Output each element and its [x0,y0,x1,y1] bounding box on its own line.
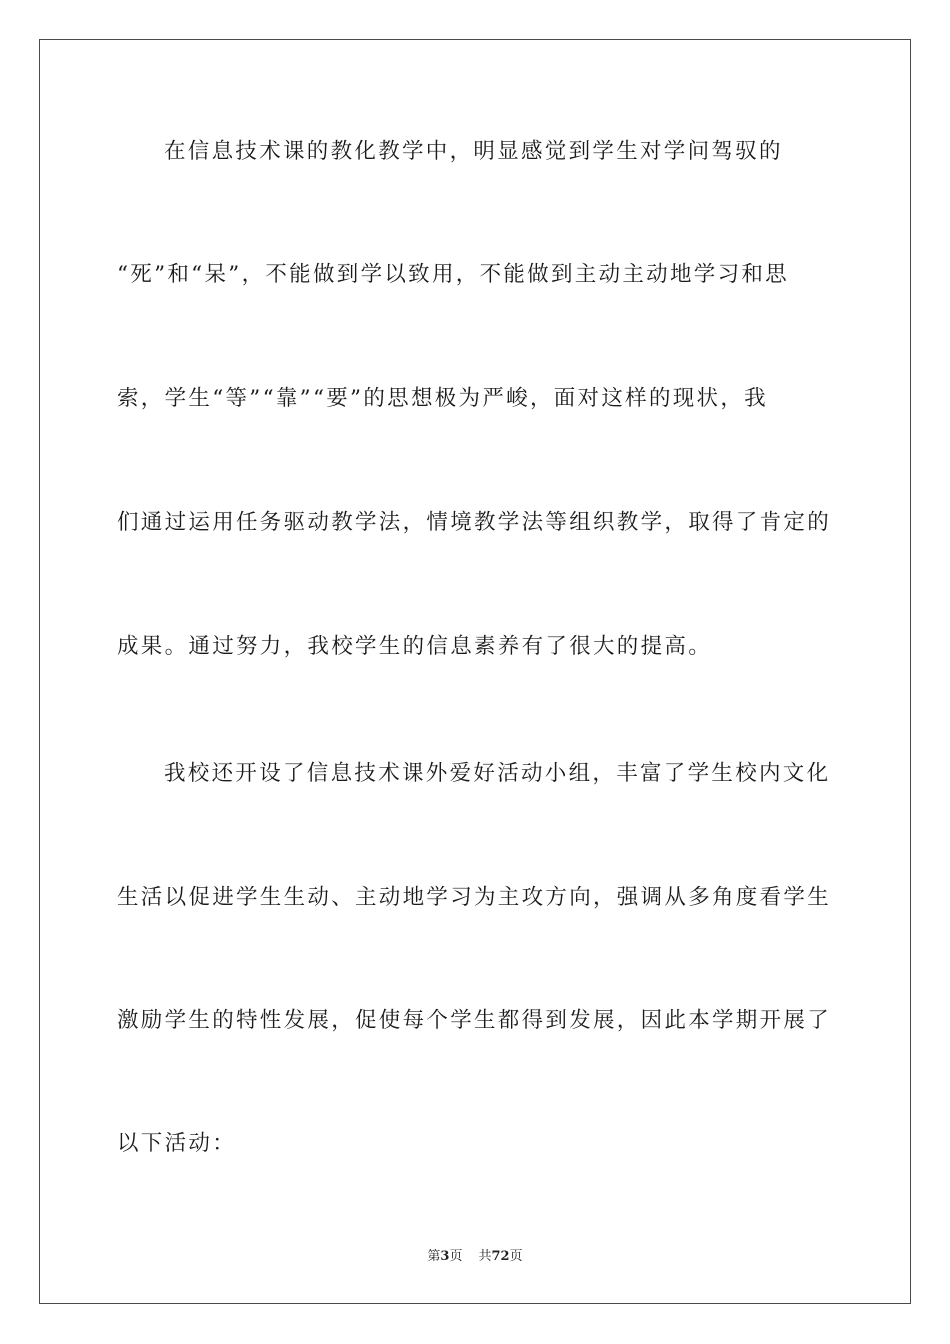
paragraph-1-line-4: 们通过运用任务驱动教学法，情境教学法等组织教学，取得了肯定的 [117,510,832,535]
total-suffix: 页 [509,1249,523,1264]
paragraph-2-line-1: 我校还开设了信息技术课外爱好活动小组，丰富了学生校内文化 [164,761,831,786]
total-pages-number: 72 [491,1249,510,1264]
page-border [39,39,911,1304]
paragraph-1-line-5: 成果。通过努力，我校学生的信息素养有了很大的提高。 [117,634,713,659]
paragraph-2-line-3: 激励学生的特性发展，促使每个学生都得到发展，因此本学期开展了 [117,1008,832,1033]
paragraph-1-line-2: “死”和“呆”，不能做到学以致用，不能做到主动主动地学习和思 [117,262,789,287]
paragraph-1-line-3: 索，学生“等”“靠”“要”的思想极为严峻，面对这样的现状，我 [117,386,768,411]
page-footer [0,1248,950,1266]
page-suffix: 页 [449,1249,463,1264]
paragraph-2-line-4: 以下活动： [117,1131,237,1156]
page-prefix: 第 [427,1249,441,1264]
paragraph-1-line-1: 在信息技术课的教化教学中，明显感觉到学生对学问驾驭的 [164,139,783,164]
current-page-number: 3 [440,1249,450,1264]
paragraph-2-line-2: 生活以促进学生生动、主动地学习为主攻方向，强调从多角度看学生 [117,885,832,910]
total-prefix: 共 [478,1249,492,1264]
